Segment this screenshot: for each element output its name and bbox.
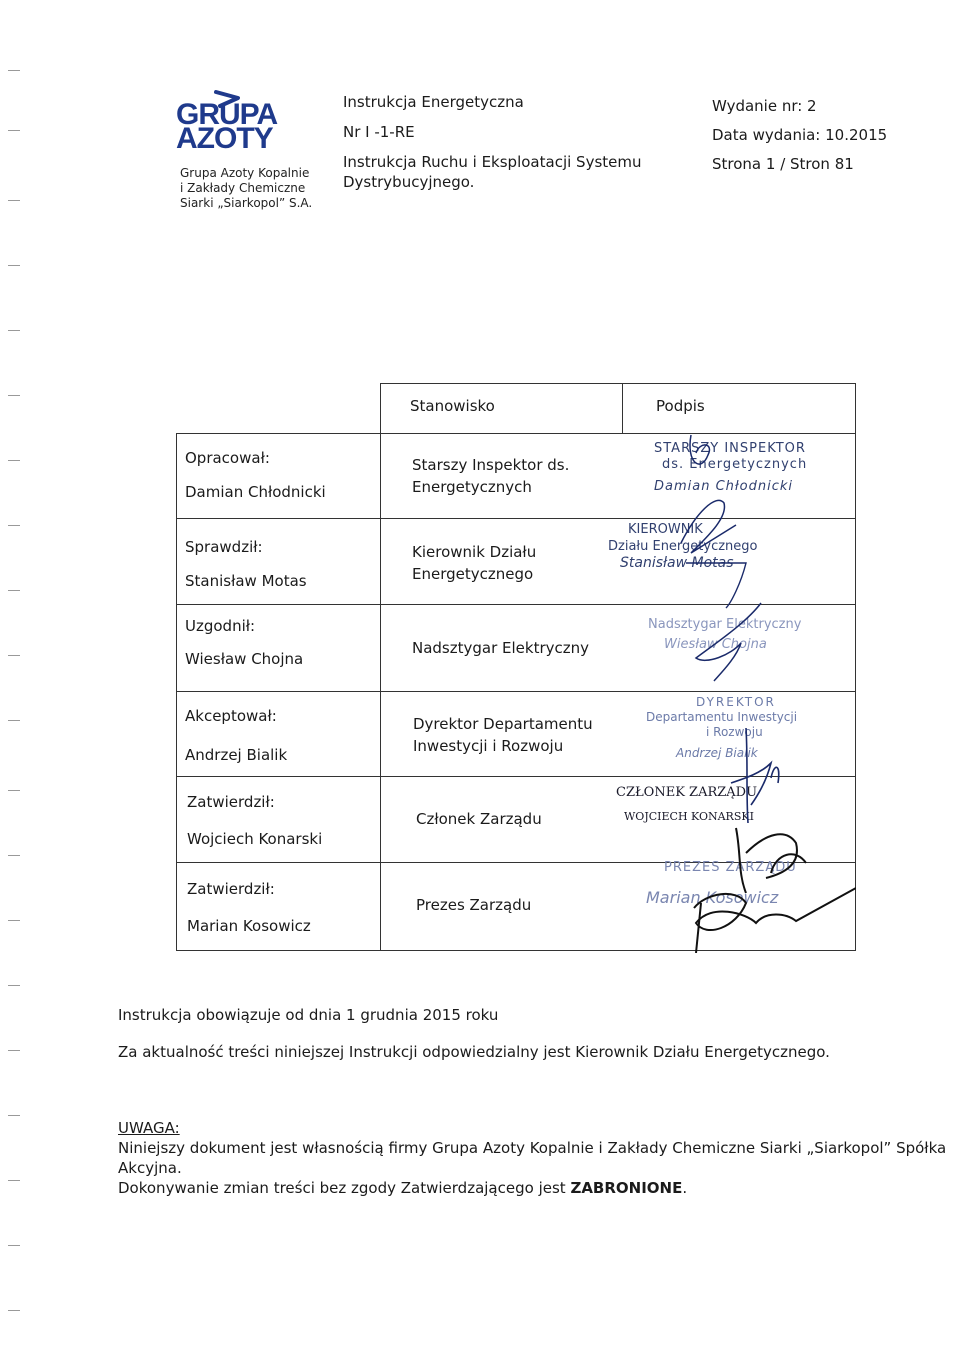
scan-mark xyxy=(8,330,20,331)
scan-mark xyxy=(8,855,20,856)
scan-mark xyxy=(8,1050,20,1051)
stamp-line: Nadsztygar Elektryczny xyxy=(648,617,802,632)
stamp-line: DYREKTOR xyxy=(696,695,776,709)
position-line: Dyrektor Departamentu xyxy=(413,715,593,733)
row-position xyxy=(412,541,536,585)
stamp-line: Stanisław Motas xyxy=(620,555,734,571)
scan-mark xyxy=(8,1115,20,1116)
row-position xyxy=(416,894,531,916)
position-line: Starszy Inspektor ds. xyxy=(412,456,570,474)
scan-mark xyxy=(8,200,20,201)
row-person: Damian Chłodnicki xyxy=(185,483,326,501)
row-person: Wojciech Konarski xyxy=(187,830,323,848)
scan-mark xyxy=(8,525,20,526)
responsibility-note: Za aktualność treści niniejszej Instrukcji odpowiedzialny jest Kierownik Działu Energetycznego. xyxy=(118,1043,830,1061)
company-line: i Zakłady Chemiczne xyxy=(180,181,306,195)
validity-note: Instrukcja obowiązuje od dnia 1 grudnia 2015 roku xyxy=(118,1006,499,1024)
warning-emphasis: ZABRONIONE xyxy=(570,1179,683,1197)
document-title-block xyxy=(343,92,641,192)
row-action: Akceptował: xyxy=(185,707,277,725)
row-person: Wiesław Chojna xyxy=(185,650,304,668)
warning-line: Akcyjna. xyxy=(118,1159,182,1177)
scan-mark xyxy=(8,70,20,71)
scan-mark xyxy=(8,590,20,591)
scan-mark xyxy=(8,790,20,791)
row-person: Stanisław Motas xyxy=(185,572,307,590)
scan-mark xyxy=(8,460,20,461)
logo-text-azoty: AZOTY xyxy=(176,122,273,150)
warning-block xyxy=(118,1118,946,1198)
stamp-line: WOJCIECH KONARSKI xyxy=(624,810,754,823)
position-line: Energetycznych xyxy=(412,478,532,496)
scan-mark xyxy=(8,1310,20,1311)
edition-block xyxy=(712,92,887,179)
stamp-line: i Rozwoju xyxy=(706,725,763,739)
stamp-line: ds. Energetycznych xyxy=(662,457,808,472)
position-line: Prezes Zarządu xyxy=(416,896,532,914)
grupa-azoty-logo xyxy=(176,88,276,148)
position-line: Inwestycji i Rozwoju xyxy=(413,737,564,755)
page-count: Strona 1 / Stron 81 xyxy=(712,155,854,173)
row-action: Zatwierdził: xyxy=(187,880,275,898)
stamp-line: Departamentu Inwestycji xyxy=(646,710,798,724)
company-name xyxy=(180,166,312,211)
scan-mark xyxy=(8,265,20,266)
row-action: Opracował: xyxy=(185,449,270,467)
scan-mark xyxy=(8,1180,20,1181)
scan-mark xyxy=(8,395,20,396)
stamp-line: Marian Kosowicz xyxy=(646,888,779,907)
stamp-line: STARSZY INSPEKTOR xyxy=(654,441,806,456)
scan-mark xyxy=(8,720,20,721)
scan-mark xyxy=(8,130,20,131)
company-line: Grupa Azoty Kopalnie xyxy=(180,166,310,180)
row-action: Zatwierdził: xyxy=(187,793,275,811)
approval-table xyxy=(176,383,856,951)
column-header-signature: Podpis xyxy=(656,397,705,415)
row-position xyxy=(413,713,593,757)
stamp-line: KIEROWNIK xyxy=(628,522,703,537)
stamp-line: PREZES ZARZĄDU xyxy=(664,860,797,875)
warning-title: UWAGA: xyxy=(118,1119,180,1137)
handwritten-signatures xyxy=(596,433,856,953)
doc-title: Instrukcja Energetyczna xyxy=(343,93,524,111)
position-line: Nadsztygar Elektryczny xyxy=(412,639,590,657)
row-action: Sprawdził: xyxy=(185,538,263,556)
stamp-line: CZŁONEK ZARZĄDU xyxy=(616,785,758,800)
row-action: Uzgodnił: xyxy=(185,617,256,635)
scan-mark xyxy=(8,1245,20,1246)
issue-date: Data wydania: 10.2015 xyxy=(712,126,888,144)
doc-number: Nr I -1-RE xyxy=(343,123,415,141)
doc-subtitle-2: Dystrybucyjnego. xyxy=(343,173,475,191)
position-line: Kierownik Działu xyxy=(412,543,537,561)
stamp-line: Działu Energetycznego xyxy=(608,539,758,554)
row-position xyxy=(412,637,589,659)
row-person: Marian Kosowicz xyxy=(187,917,311,935)
doc-subtitle-1: Instrukcja Ruchu i Eksploatacji Systemu xyxy=(343,153,642,171)
position-line: Członek Zarządu xyxy=(416,810,542,828)
scan-mark xyxy=(8,655,20,656)
stamp-line: Damian Chłodnicki xyxy=(654,479,793,494)
edition-number: Wydanie nr: 2 xyxy=(712,97,817,115)
row-person: Andrzej Bialik xyxy=(185,746,288,764)
stamp-line: Wiesław Chojna xyxy=(664,637,767,652)
warning-text: . xyxy=(682,1179,688,1197)
warning-text: Dokonywanie zmian treści bez zgody Zatwierdzającego jest xyxy=(118,1179,571,1197)
scan-mark xyxy=(8,985,20,986)
position-line: Energetycznego xyxy=(412,565,534,583)
scan-mark xyxy=(8,920,20,921)
warning-line xyxy=(118,1178,946,1198)
stamp-line: Andrzej Bialik xyxy=(676,746,758,760)
row-position xyxy=(416,808,542,830)
warning-line: Niniejszy dokument jest własnością firmy Grupa Azoty Kopalnie i Zakłady Chemiczne Siarki „Siarkopol” Spółka xyxy=(118,1139,947,1157)
column-header-position: Stanowisko xyxy=(410,397,495,415)
logo-text-grupa: GRUPA xyxy=(176,98,278,131)
row-position xyxy=(412,454,569,498)
company-line: Siarki „Siarkopol” S.A. xyxy=(180,196,313,210)
